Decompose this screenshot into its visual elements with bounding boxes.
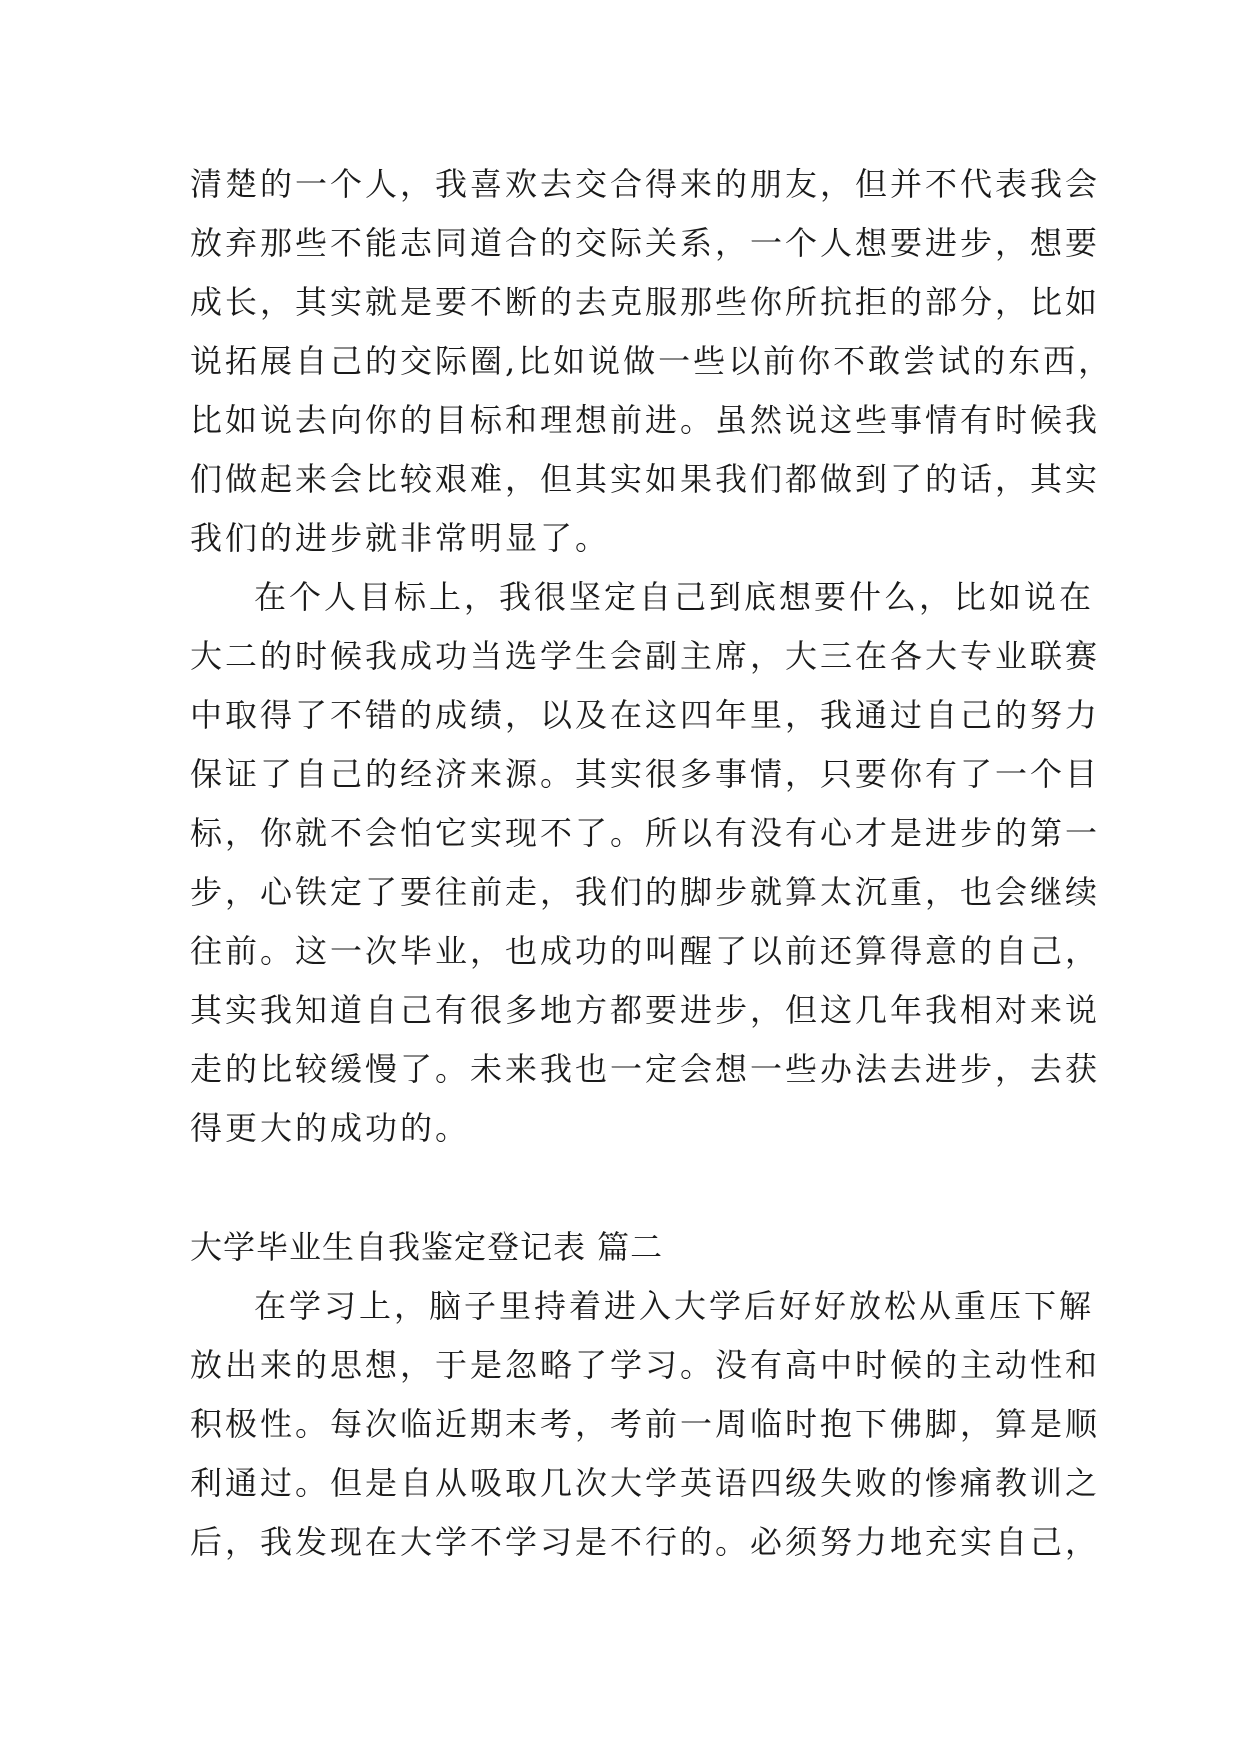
text-line: 标，你就不会怕它实现不了。所以有没有心才是进步的第一 bbox=[190, 814, 1101, 852]
paragraph-3 bbox=[190, 1277, 1101, 1572]
text-line: 中取得了不错的成绩，以及在这四年里，我通过自己的努力 bbox=[190, 696, 1101, 734]
document-body bbox=[190, 155, 1114, 1572]
text-line: 利通过。但是自从吸取几次大学英语四级失败的惨痛教训之 bbox=[190, 1464, 1101, 1502]
paragraph-gap bbox=[190, 1158, 1070, 1218]
text-line: 放弃那些不能志同道合的交际关系，一个人想要进步，想要 bbox=[190, 224, 1101, 262]
text-line: 积极性。每次临近期末考，考前一周临时抱下佛脚，算是顺 bbox=[190, 1405, 1101, 1443]
text-line: 清楚的一个人，我喜欢去交合得来的朋友，但并不代表我会 bbox=[190, 165, 1101, 203]
text-line: 走的比较缓慢了。未来我也一定会想一些办法去进步，去获 bbox=[190, 1050, 1101, 1088]
text-line: 我们的进步就非常明显了。 bbox=[190, 519, 611, 557]
text-line: 往前。这一次毕业，也成功的叫醒了以前还算得意的自己， bbox=[190, 932, 1101, 970]
section-heading: 大学毕业生自我鉴定登记表 篇二 bbox=[190, 1228, 664, 1266]
text-line: 得更大的成功的。 bbox=[190, 1109, 471, 1147]
text-line: 步，心铁定了要往前走，我们的脚步就算太沉重，也会继续 bbox=[190, 873, 1101, 911]
text-line: 保证了自己的经济来源。其实很多事情，只要你有了一个目 bbox=[190, 755, 1101, 793]
text-line: 说拓展自己的交际圈,比如说做一些以前你不敢尝试的东西， bbox=[190, 342, 1114, 380]
text-line: 在学习上，脑子里持着进入大学后好好放松从重压下解 bbox=[254, 1287, 1095, 1325]
text-line: 成长，其实就是要不断的去克服那些你所抗拒的部分，比如 bbox=[190, 283, 1101, 321]
paragraph-2 bbox=[190, 568, 1101, 1158]
text-line: 后，我发现在大学不学习是不行的。必须努力地充实自己， bbox=[190, 1523, 1101, 1561]
text-line: 放出来的思想，于是忽略了学习。没有高中时候的主动性和 bbox=[190, 1346, 1101, 1384]
text-line: 们做起来会比较艰难，但其实如果我们都做到了的话，其实 bbox=[190, 460, 1101, 498]
text-line: 比如说去向你的目标和理想前进。虽然说这些事情有时候我 bbox=[190, 401, 1101, 439]
paragraph-1 bbox=[190, 155, 1114, 568]
text-line: 在个人目标上，我很坚定自己到底想要什么，比如说在 bbox=[254, 578, 1095, 616]
text-line: 大二的时候我成功当选学生会副主席，大三在各大专业联赛 bbox=[190, 637, 1101, 675]
text-line: 其实我知道自己有很多地方都要进步，但这几年我相对来说 bbox=[190, 991, 1101, 1029]
